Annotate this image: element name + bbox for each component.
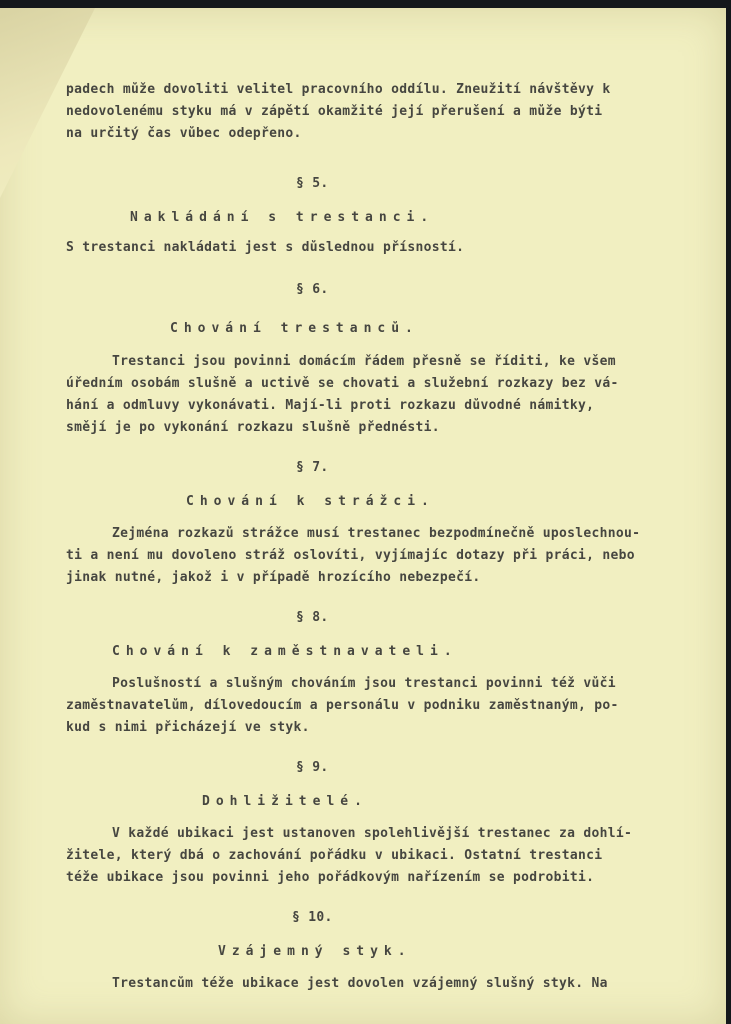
section-heading: Nakládání s trestanci. (130, 210, 435, 225)
intro-line: na určitý čas vůbec odepřeno. (66, 126, 302, 141)
section-number: § 5. (296, 176, 329, 191)
section-heading: Vzájemný styk. (218, 944, 412, 959)
section-text-line: Trestanci jsou povinni domácím řádem přesně se říditi, ke všem (112, 354, 616, 369)
section-heading: Chování trestanců. (170, 321, 419, 336)
section-number: § 9. (296, 760, 329, 775)
section-heading: Chování k strážci. (186, 494, 435, 509)
intro-line: padech může dovoliti velitel pracovního oddílu. Zneužití návštěvy k (66, 82, 611, 97)
section-text-line: zaměstnavatelům, dílovedoucím a personálu v podniku zaměstnaným, po- (66, 698, 619, 713)
section-text-line: kud s nimi přicházejí ve styk. (66, 720, 310, 735)
section-text-line: V každé ubikaci jest ustanoven spolehlivější trestanec za dohlí- (112, 826, 633, 841)
section-text-line: S trestanci nakládati jest s důslednou přísností. (66, 240, 465, 255)
section-text-line: ti a není mu dovoleno stráž oslovíti, vyjímajíc dotazy při práci, nebo (66, 548, 635, 563)
section-text-line: jinak nutné, jakož i v případě hrozícího nebezpečí. (66, 570, 481, 585)
section-number: § 6. (296, 282, 329, 297)
section-text-line: Trestancům téže ubikace jest dovolen vzájemný slušný styk. Na (112, 976, 608, 991)
section-heading: Chování k zaměstnavateli. (112, 644, 458, 659)
intro-line: nedovolenému styku má v zápětí okamžité její přerušení a může býti (66, 104, 603, 119)
section-text-line: Zejména rozkazů strážce musí trestanec bezpodmínečně uposlechnou- (112, 526, 641, 541)
section-text-line: téže ubikace jsou povinni jeho pořádkovým nařízením se podrobiti. (66, 870, 595, 885)
section-number: § 8. (296, 610, 329, 625)
section-text-line: hání a odmluvy vykonávati. Mají-li proti rozkazu důvodné námitky, (66, 398, 595, 413)
section-text-line: Poslušností a slušným chováním jsou trestanci povinni též vůči (112, 676, 616, 691)
section-text-line: smějí je po vykonání rozkazu slušně přednésti. (66, 420, 440, 435)
section-text-line: žitele, který dbá o zachování pořádku v ubikaci. Ostatní trestanci (66, 848, 603, 863)
section-number: § 10. (292, 910, 333, 925)
section-heading: Dohližitelé. (202, 794, 368, 809)
document-page (0, 8, 726, 1024)
section-number: § 7. (296, 460, 329, 475)
section-text-line: úředním osobám slušně a uctivě se chovati a služební rozkazy bez vá- (66, 376, 619, 391)
